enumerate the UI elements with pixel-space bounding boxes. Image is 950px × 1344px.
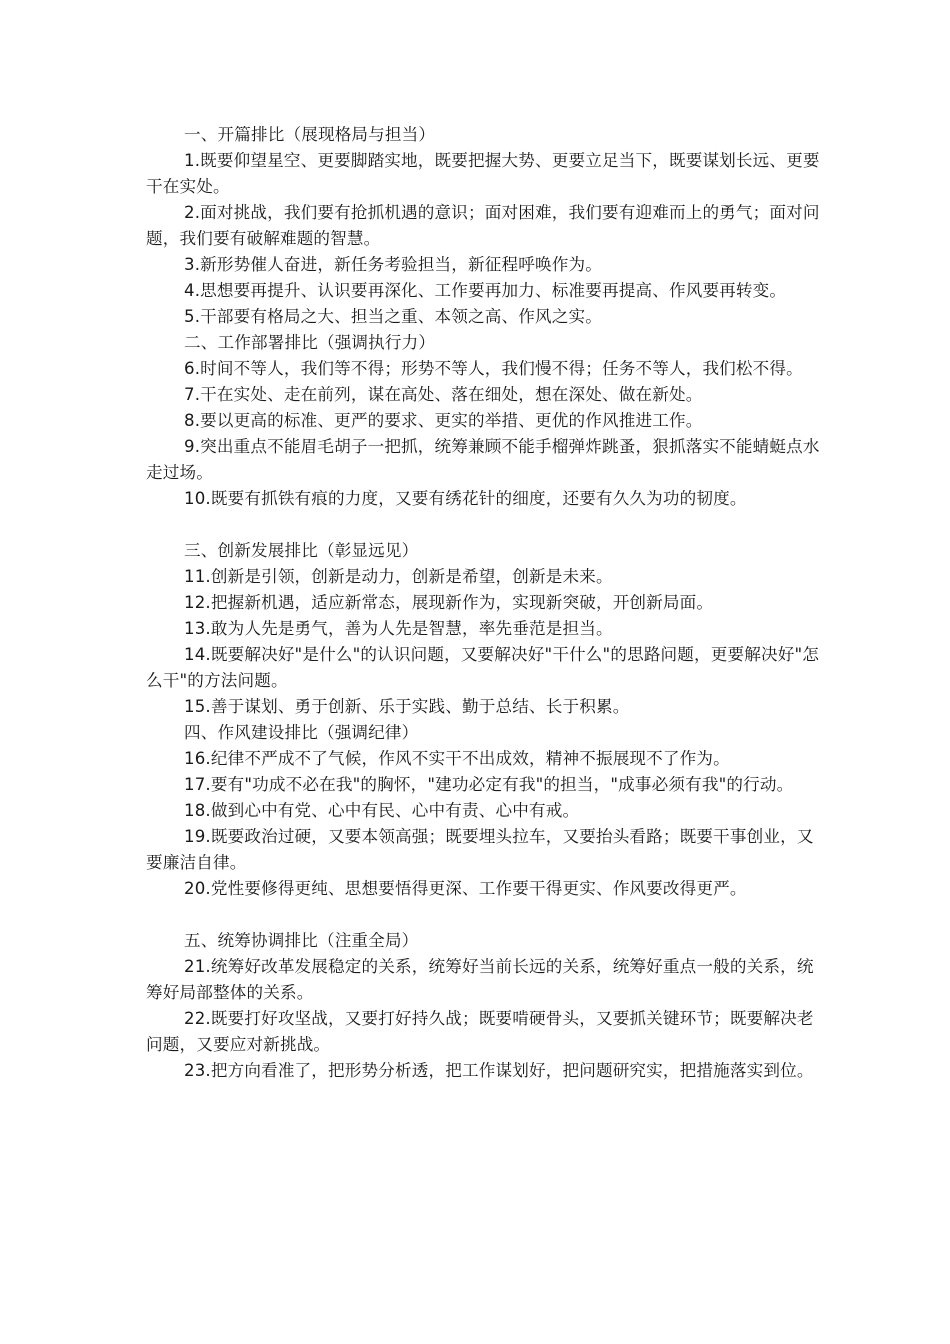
blank-line [146, 902, 820, 928]
list-item: 10.既要有抓铁有痕的力度，又要有绣花针的细度，还要有久久为功的韧度。 [184, 489, 747, 508]
section-heading: 五、统筹协调排比（注重全局） [184, 931, 419, 950]
blank-line [146, 512, 820, 538]
list-item: 8.要以更高的标准、更严的要求、更实的举措、更优的作风推进工作。 [184, 411, 703, 430]
list-item: 13.敢为人先是勇气，善为人先是智慧，率先垂范是担当。 [184, 619, 613, 638]
list-item: 22.既要打好攻坚战，又要打好持久战；既要啃硬骨头，又要抓关键环节；既要解决老问题，又要应对新挑战。 [146, 1009, 814, 1054]
list-item: 14.既要解决好"是什么"的认识问题，又要解决好"干什么"的思路问题，更要解决好"怎么干"的方法问题。 [146, 645, 820, 690]
list-item: 18.做到心中有党、心中有民、心中有责、心中有戒。 [184, 801, 580, 820]
section-heading: 二、工作部署排比（强调执行力） [184, 333, 436, 352]
list-item: 4.思想要再提升、认识要再深化、工作要再加力、标准要再提高、作风要再转变。 [184, 281, 787, 300]
list-item: 17.要有"功成不必在我"的胸怀，"建功必定有我"的担当，"成事必须有我"的行动。 [184, 775, 794, 794]
list-item: 16.纪律不严成不了气候，作风不实干不出成效，精神不振展现不了作为。 [184, 749, 730, 768]
list-item: 11.创新是引领，创新是动力，创新是希望，创新是未来。 [184, 567, 613, 586]
list-item: 20.党性要修得更纯、思想要悟得更深、工作要干得更实、作风要改得更严。 [184, 879, 747, 898]
list-item: 7.干在实处、走在前列，谋在高处、落在细处，想在深处、做在新处。 [184, 385, 703, 404]
list-item: 3.新形势催人奋进，新任务考验担当，新征程呼唤作为。 [184, 255, 602, 274]
list-item: 5.干部要有格局之大、担当之重、本领之高、作风之实。 [184, 307, 602, 326]
list-item: 9.突出重点不能眉毛胡子一把抓，统筹兼顾不能手榴弹炸跳蚤，狠抓落实不能蜻蜓点水走过场。 [146, 437, 820, 482]
section-heading: 一、开篇排比（展现格局与担当） [184, 125, 436, 144]
list-item: 21.统筹好改革发展稳定的关系，统筹好当前长远的关系，统筹好重点一般的关系，统筹好局部整体的关系。 [146, 957, 814, 1002]
section-heading: 四、作风建设排比（强调纪律） [184, 723, 419, 742]
list-item: 19.既要政治过硬，又要本领高强；既要埋头拉车，又要抬头看路；既要干事创业，又要廉洁自律。 [146, 827, 814, 872]
list-item: 12.把握新机遇，适应新常态，展现新作为，实现新突破，开创新局面。 [184, 593, 714, 612]
section-heading: 三、创新发展排比（彰显远见） [184, 541, 419, 560]
document-page [146, 122, 820, 1084]
list-item: 15.善于谋划、勇于创新、乐于实践、勤于总结、长于积累。 [184, 697, 630, 716]
list-item: 6.时间不等人，我们等不得；形势不等人，我们慢不得；任务不等人，我们松不得。 [184, 359, 803, 378]
list-item: 1.既要仰望星空、更要脚踏实地，既要把握大势、更要立足当下，既要谋划长远、更要干在实处。 [146, 151, 820, 196]
list-item: 23.把方向看准了，把形势分析透，把工作谋划好，把问题研究实，把措施落实到位。 [184, 1061, 814, 1080]
list-item: 2.面对挑战，我们要有抢抓机遇的意识；面对困难，我们要有迎难而上的勇气；面对问题，我们要有破解难题的智慧。 [146, 203, 820, 248]
